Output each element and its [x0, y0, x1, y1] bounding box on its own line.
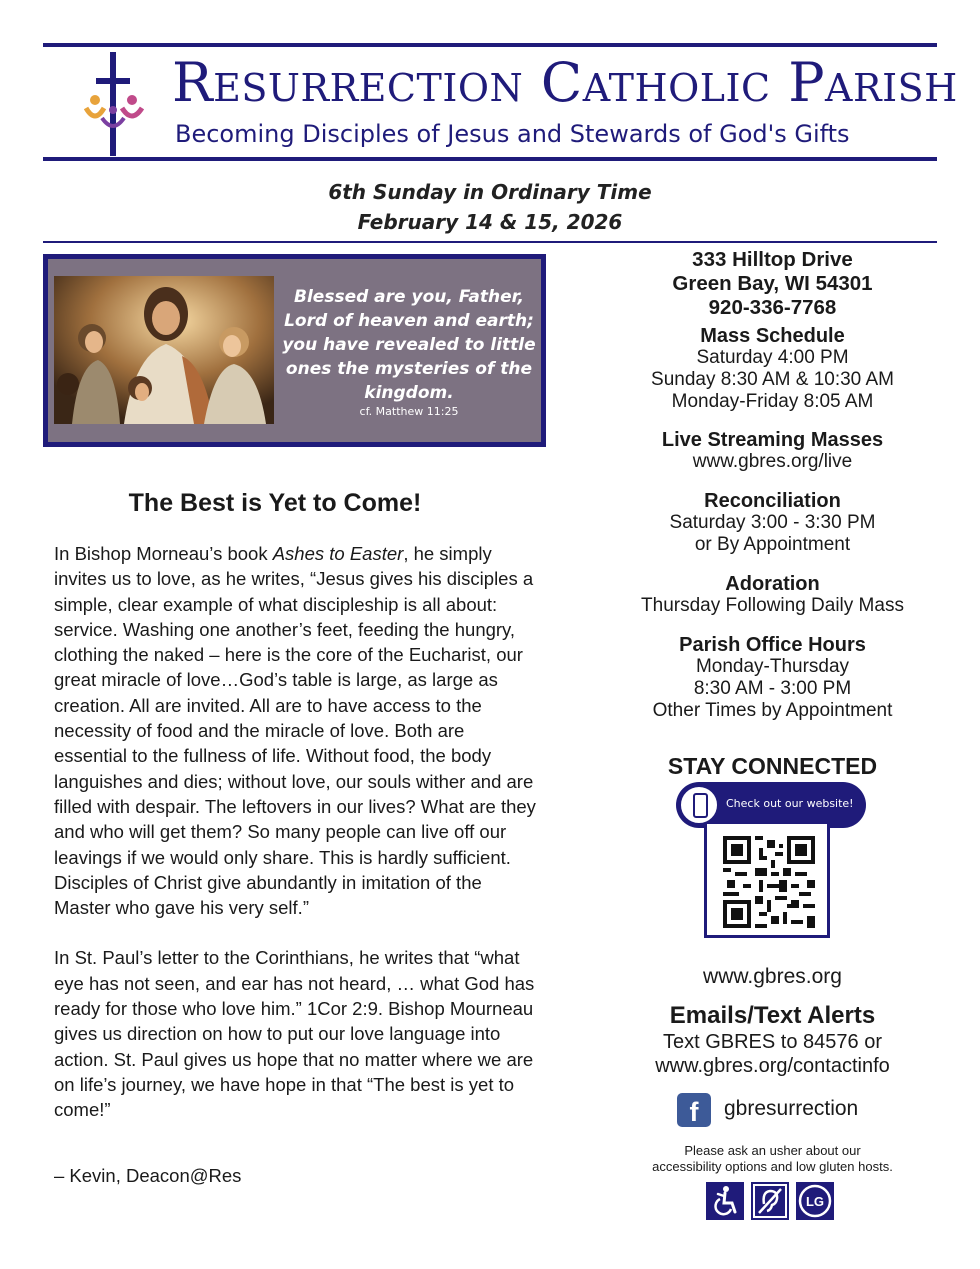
- liturgy-dates: February 14 & 15, 2026: [357, 210, 623, 234]
- qr-caption-pill: [676, 782, 866, 828]
- wheelchair-icon: [706, 1182, 744, 1220]
- low-gluten-icon: [796, 1182, 834, 1220]
- liturgical-date: [43, 177, 937, 237]
- alerts-text-instruction: Text GBRES to 84576 or: [662, 1031, 882, 1053]
- facebook-handle[interactable]: gbresurrection: [724, 1097, 859, 1120]
- book-title: Ashes to Easter: [272, 543, 404, 564]
- date-rule: [43, 241, 937, 243]
- liturgy-occasion: 6th Sunday in Ordinary Time: [328, 180, 652, 204]
- phone-icon: [678, 784, 720, 826]
- article-paragraph: In Bishop Morneau’s book Ashes to Easter, he simply invites us to love, as he writes, “Jesus gives his disciples a simple, clear example of what discipleship is all about: service. Washing one another’s feet, feeding the hungry, clothing the naked – here is the core of the Eucharist, our great miracle of love…God’s table is large, as large as creation. All are invited. All are to have access to the necessity of food and the miracle of love. Both are essential to the fullness of life. Without food, the body languishes and dies; without love, our souls wither and are filled with despair. The leftovers in our lives? What are they and who will get them? So many people can live off our leavings if we would only share. This is hardly sufficient. Disciples of Christ give abundantly in imitation of the Master who gave his very self.”: [54, 543, 536, 919]
- low-gluten-label: LG: [805, 1194, 825, 1209]
- adoration: Adoration Thursday Following Daily Mass: [641, 573, 904, 616]
- contact-info-link[interactable]: www.gbres.org/contactinfo: [655, 1055, 890, 1077]
- article-body: [54, 541, 539, 1123]
- header-rule: [43, 157, 937, 161]
- parish-tagline: Becoming Disciples of Jesus and Stewards of God's Gifts: [175, 120, 850, 148]
- jesus-with-children-image: [54, 276, 274, 424]
- website-link[interactable]: www.gbres.org: [703, 965, 842, 988]
- parish-address: [600, 248, 945, 320]
- alerts-section: [600, 1002, 945, 1078]
- scripture-citation: cf. Matthew 11:25: [359, 405, 459, 418]
- office-hours: Parish Office Hours Monday-Thursday 8:30 AM - 3:00 PM Other Times by Appointment: [652, 634, 893, 721]
- phone-number: 920-336-7768: [708, 296, 837, 319]
- stay-connected-heading: STAY CONNECTED: [667, 753, 878, 779]
- live-streaming: Live Streaming Masses www.gbres.org/live: [600, 429, 945, 473]
- accessibility-icons: [706, 1182, 834, 1220]
- live-stream-link[interactable]: www.gbres.org/live: [692, 451, 853, 472]
- qr-caption: Check out our website!: [726, 797, 854, 810]
- mass-schedule: Mass Schedule Saturday 4:00 PM Sunday 8:30 AM & 10:30 AM Monday-Friday 8:05 AM: [651, 325, 894, 412]
- reconciliation: Reconciliation Saturday 3:00 - 3:30 PM or By Appointment: [669, 490, 876, 555]
- city-state-zip: Green Bay, WI 54301: [672, 272, 873, 295]
- hearing-assist-icon: [751, 1182, 789, 1220]
- scripture-quote: Blessed are you, Father, Lord of heaven and earth; you have revealed to little ones the mysteries of the kingdom.: [282, 287, 536, 403]
- scripture-banner: [43, 254, 546, 447]
- article-paragraph: In St. Paul’s letter to the Corinthians, he writes that “what eye has not seen, and ear has not heard, … what God has ready for those who love him.” 1Cor 2:9. Bishop Mourneau gives us direction on how to put our love language into action. St. Paul gives us hope that no matter where we are on life’s journey, we have hope in that “The best is yet to come!”: [54, 947, 535, 1121]
- parish-logo-icon: [84, 52, 144, 156]
- parish-name: Resurrection Catholic Parish: [172, 51, 958, 114]
- qr-code-icon[interactable]: [723, 836, 815, 928]
- alerts-heading: Emails/Text Alerts: [669, 1002, 876, 1029]
- street-address: 333 Hilltop Drive: [692, 248, 853, 271]
- facebook-icon[interactable]: f: [677, 1093, 711, 1127]
- top-rule: [43, 43, 937, 47]
- accessibility-note: Please ask an usher about our accessibility options and low gluten hosts.: [652, 1143, 893, 1174]
- article-title: The Best is Yet to Come!: [128, 489, 422, 517]
- article-signature: – Kevin, Deacon@Res: [54, 1165, 242, 1186]
